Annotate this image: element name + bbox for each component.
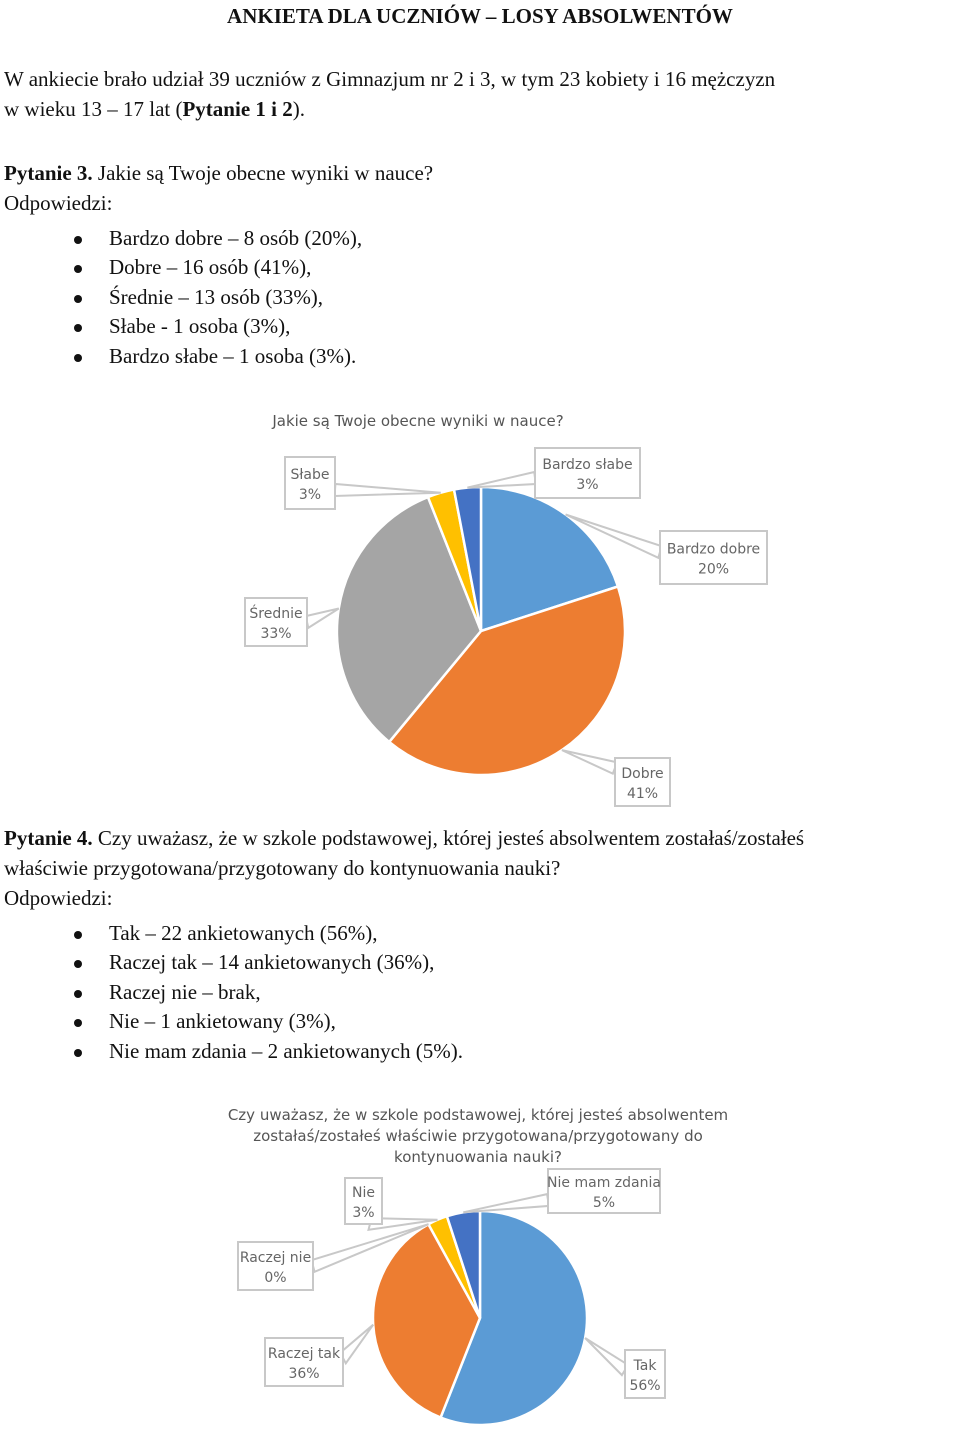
- slice-value-label: 0%: [264, 1270, 287, 1286]
- callout-leader: [306, 609, 339, 628]
- slice-category-label: Średnie: [249, 606, 303, 622]
- document-title: ANKIETA DLA UCZNIÓW – LOSY ABSOLWENTÓW: [227, 4, 733, 28]
- chart-title-line-3: kontynuowania nauki?: [394, 1148, 562, 1166]
- chart-title-line-1: Czy uważasz, że w szkole podstawowej, której jesteś absolwentem: [227, 1106, 729, 1124]
- q3-question: Jakie są Twoje obecne wyniki w nauce?: [97, 161, 434, 185]
- slice-value-label: 33%: [260, 626, 292, 642]
- q3-pie-chart: [0, 400, 960, 815]
- list-item: Słabe - 1 osoba (3%),: [0, 312, 900, 341]
- callout-leader: [562, 750, 617, 774]
- chart-title-line-2: zostałaś/zostałeś właściwie przygotowana/przygotowany do: [253, 1127, 703, 1145]
- list-item: Nie mam zdania – 2 ankietowanych (5%).: [0, 1037, 900, 1066]
- list-item: Bardzo słabe – 1 osoba (3%).: [0, 342, 900, 371]
- callout-leader: [467, 472, 535, 488]
- intro-line-2-prefix: w wieku 13 – 17 lat (: [4, 97, 183, 121]
- q3-pie-chart-svg: [0, 400, 960, 815]
- intro-line-1: W ankiecie brało udział 39 uczniów z Gimnazjum nr 2 i 3, w tym 23 kobiety i 16 mężczyzn: [4, 67, 776, 91]
- intro-line-2-suffix: ).: [292, 97, 305, 121]
- list-item: Raczej tak – 14 ankietowanych (36%),: [0, 948, 900, 977]
- slice-category-label: Nie mam zdania: [547, 1175, 661, 1191]
- slice-category-label: Nie: [352, 1185, 375, 1201]
- slice-value-label: 3%: [576, 477, 599, 493]
- q4-pie-chart-svg: [0, 1100, 960, 1430]
- slice-category-label: Raczej tak: [267, 1346, 341, 1362]
- slice-category-label: Bardzo dobre: [666, 541, 761, 558]
- slice-category-label: Raczej nie: [239, 1250, 312, 1266]
- q4-answers-label: Odpowiedzi:: [4, 886, 113, 910]
- list-item: Średnie – 13 osób (33%),: [0, 283, 900, 312]
- slice-value-label: 3%: [298, 487, 322, 503]
- q4-pie-chart: [0, 1100, 960, 1430]
- q4-question-line-1: Czy uważasz, że w szkole podstawowej, której jesteś absolwentem zostałaś/zostałeś: [97, 826, 805, 850]
- slice-category-label: Tak: [633, 1358, 657, 1374]
- callout-leader: [585, 1338, 628, 1375]
- intro-line-2-bold: Pytanie 1 i 2: [182, 97, 293, 121]
- q3-answer-list: [0, 224, 900, 371]
- list-item: Dobre – 16 osób (41%),: [0, 253, 900, 282]
- list-item: Tak – 22 ankietowanych (56%),: [0, 919, 900, 948]
- q4-answer-list: [0, 919, 900, 1066]
- slice-value-label: 36%: [288, 1366, 320, 1382]
- callout-leader: [335, 484, 441, 496]
- chart-title: Jakie są Twoje obecne wyniki w nauce?: [272, 412, 564, 430]
- q4-label: Pytanie 4.: [4, 826, 93, 850]
- slice-value-label: 5%: [592, 1195, 616, 1211]
- list-item: Nie – 1 ankietowany (3%),: [0, 1007, 900, 1036]
- slice-category-label: Dobre: [621, 766, 664, 782]
- callout-leader: [340, 1325, 373, 1364]
- intro-paragraph: [4, 64, 956, 124]
- q4-heading: [4, 823, 956, 913]
- slice-value-label: 3%: [352, 1205, 375, 1221]
- list-item: Bardzo dobre – 8 osób (20%),: [0, 224, 900, 253]
- list-item: Raczej nie – brak,: [0, 978, 900, 1007]
- callout-leader: [463, 1194, 549, 1212]
- slice-value-label: 41%: [626, 786, 659, 802]
- slice-value-label: 20%: [697, 561, 730, 578]
- slice-category-label: Słabe: [290, 467, 330, 483]
- q3-heading: [4, 158, 956, 218]
- slice-category-label: Bardzo słabe: [542, 457, 633, 473]
- q4-question-line-2: właściwie przygotowana/przygotowany do kontynuowania nauki?: [4, 856, 561, 880]
- q3-label: Pytanie 3.: [4, 161, 93, 185]
- q3-answers-label: Odpowiedzi:: [4, 191, 113, 215]
- slice-value-label: 56%: [629, 1378, 661, 1394]
